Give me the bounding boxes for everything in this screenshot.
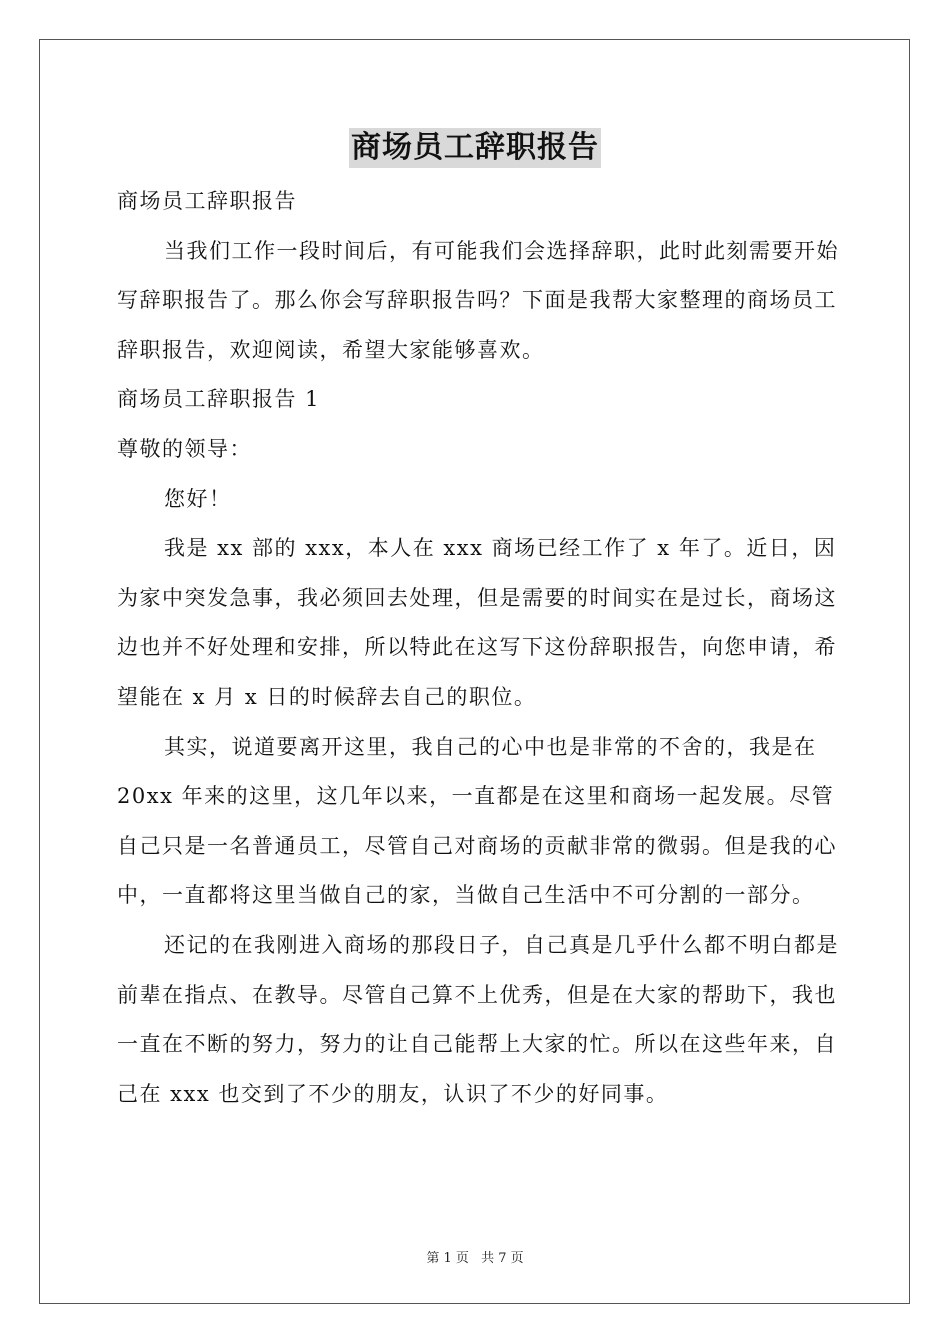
- paragraph-body-3: 还记的在我刚进入商场的那段日子，自己真是几乎什么都不明白都是前辈在指点、在教导。尽管自己算不上优秀，但是在大家的帮助下，我也一直在不断的努力，努力的让自己能帮上大家的忙。所以在这些年来，自己在 xxx 也交到了不少的朋友，认识了不少的好同事。: [117, 932, 839, 1106]
- title-container: [0, 128, 950, 168]
- paragraph-section-heading: 商场员工辞职报告 1: [117, 387, 321, 412]
- document-body: [117, 177, 842, 1119]
- page-footer: [0, 1247, 950, 1266]
- paragraph-body-1: 我是 xx 部的 xxx，本人在 xxx 商场已经工作了 x 年了。近日，因为家中突发急事，我必须回去处理，但是需要的时间实在是过长，商场这边也并不好处理和安排，所以特此在这写下这份辞职报告，向您申请，希望能在 x 月 x 日的时候辞去自己的职位。: [117, 536, 837, 709]
- paragraph-subtitle: 商场员工辞职报告: [117, 189, 297, 213]
- paragraph-body-2: 其实，说道要离开这里，我自己的心中也是非常的不舍的，我是在 20xx 年来的这里，这几年以来，一直都是在这里和商场一起发展。尽管自己只是一名普通员工，尽管自己对商场的贡献非常的微弱。但是我的心中，一直都将这里当做自己的家，当做自己生活中不可分割的一部分。: [117, 734, 837, 908]
- paragraph-salutation: 尊敬的领导：: [117, 436, 252, 461]
- paragraph-intro: 当我们工作一段时间后，有可能我们会选择辞职，此时此刻需要开始写辞职报告了。那么你会写辞职报告吗？下面是我帮大家整理的商场员工辞职报告，欢迎阅读，希望大家能够喜欢。: [117, 238, 839, 362]
- page-total: 共 7 页: [481, 1251, 524, 1266]
- document-title: 商场员工辞职报告: [349, 128, 601, 168]
- paragraph-greeting: 您好！: [164, 486, 232, 511]
- page-number: 第 1 页: [426, 1251, 469, 1266]
